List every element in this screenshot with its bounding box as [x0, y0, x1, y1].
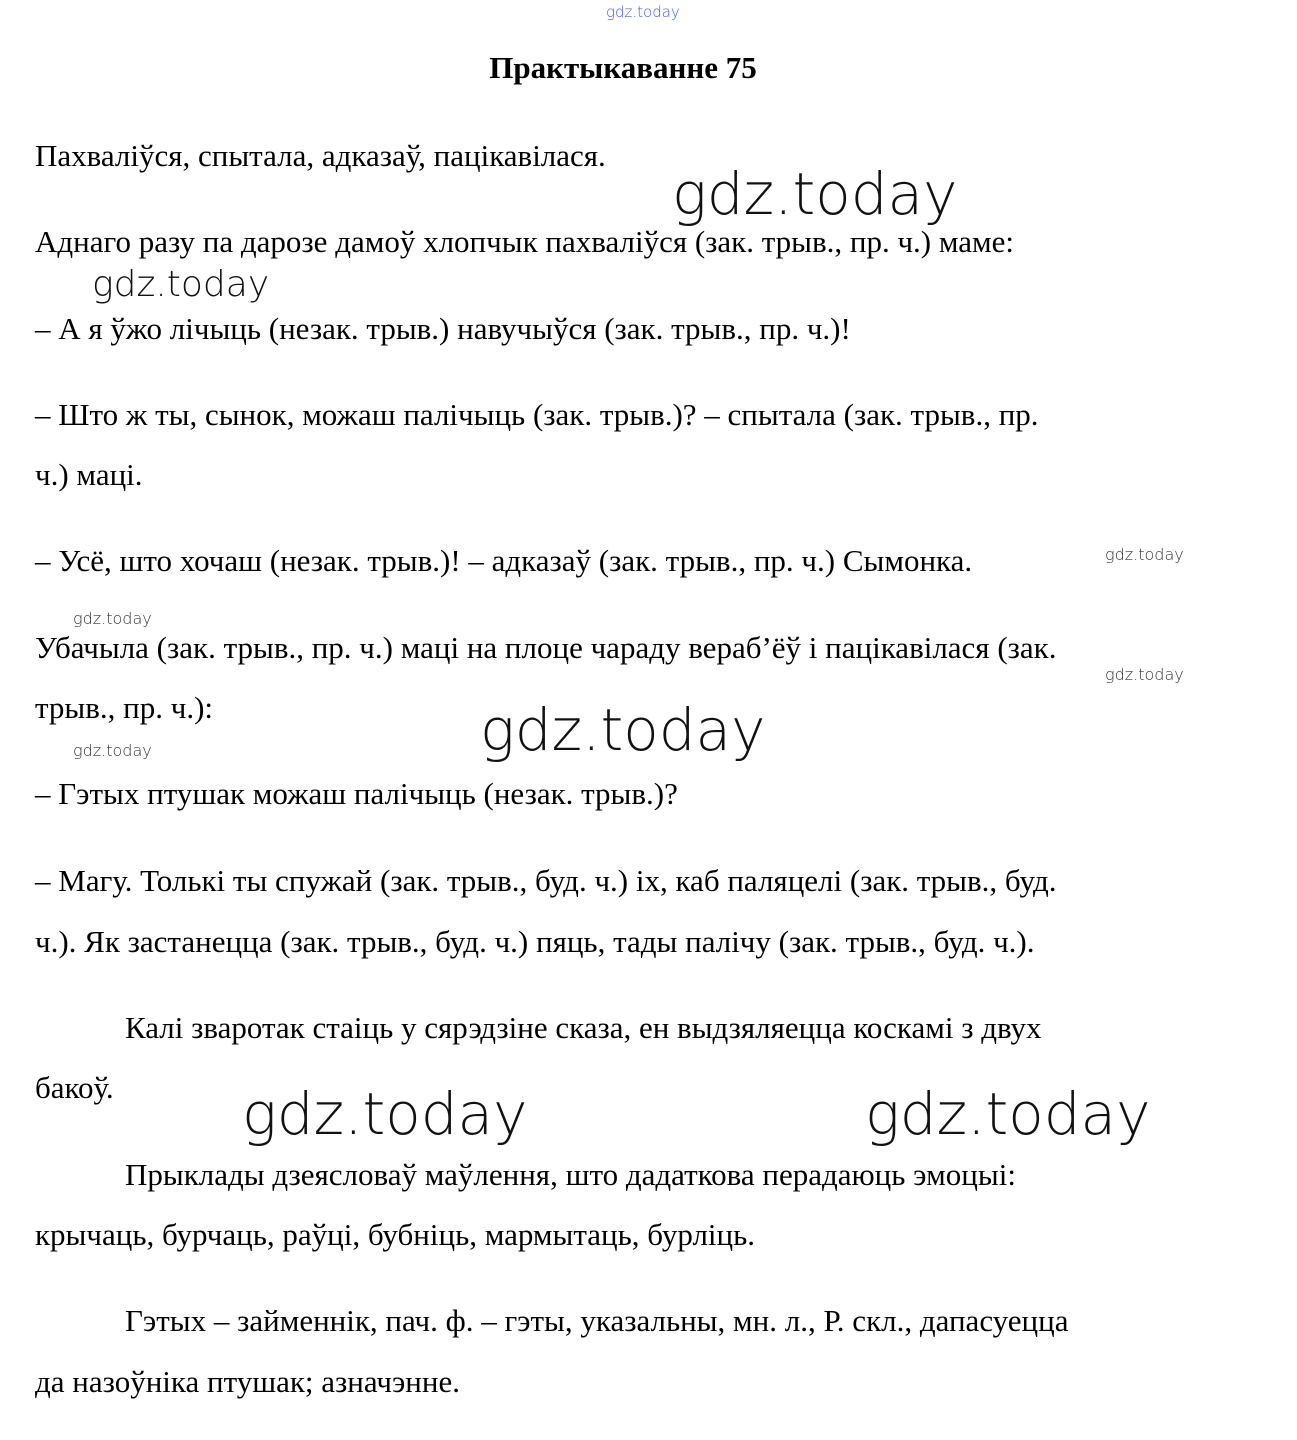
watermark: gdz.today	[1105, 545, 1184, 564]
text-line: – Гэтых птушак можаш палічыць (незак. трыв.)?	[35, 776, 678, 811]
rule-paragraph-line: бакоў.	[35, 1070, 114, 1105]
watermark: gdz.today	[73, 741, 152, 760]
watermark: gdz.today	[480, 696, 766, 764]
watermark: gdz.today	[1105, 665, 1184, 684]
text-line: Убачыла (зак. трыв., пр. ч.) маці на плоце чараду вераб’ёў і пацікавілася (зак.	[35, 630, 1057, 665]
text-line: ч.) маці.	[35, 457, 143, 492]
watermark: gdz.today	[92, 264, 270, 305]
rule-paragraph-line: Калі зваротак стаіць у сярэдзіне сказа, ен выдзяляецца коскамі з двух	[125, 1010, 1042, 1045]
analysis-paragraph-line: Гэтых – займеннік, пач. ф. – гэты, указальны, мн. л., Р. скл., дапасуецца	[125, 1303, 1069, 1338]
watermark: gdz.today	[865, 1080, 1151, 1148]
text-line: ч.). Як застанецца (зак. трыв., буд. ч.) пяць, тады палічу (зак. трыв., буд. ч.).	[35, 924, 1035, 959]
examples-paragraph-line: Прыклады дзеясловаў маўлення, што дадаткова перадаюць эмоцыі:	[125, 1157, 1016, 1192]
analysis-paragraph-line: да назоўніка птушак; азначэнне.	[35, 1364, 460, 1399]
text-line: – А я ўжо лічыць (незак. трыв.) навучыўся (зак. трыв., пр. ч.)!	[35, 311, 851, 346]
text-line: – Магу. Толькі ты спужай (зак. трыв., буд. ч.) іх, каб паляцелі (зак. трыв., буд.	[35, 863, 1057, 898]
examples-paragraph-line: крычаць, бурчаць, раўці, бубніць, мармытаць, бурліць.	[35, 1217, 756, 1252]
text-line: Аднаго разу па дарозе дамоў хлопчык пахваліўся (зак. трыв., пр. ч.) маме:	[35, 224, 1015, 259]
page-title: Практыкаванне 75	[489, 50, 757, 85]
text-line: – Што ж ты, сынок, можаш палічыць (зак. трыв.)? – спытала (зак. трыв., пр.	[35, 397, 1039, 432]
answer-words-line: Пахваліўся, спытала, адказаў, пацікавілася.	[35, 138, 606, 173]
watermark: gdz.today	[672, 160, 958, 228]
text-line: трыв., пр. ч.):	[35, 690, 214, 725]
text-line: – Усё, што хочаш (незак. трыв.)! – адказаў (зак. трыв., пр. ч.) Сымонка.	[35, 543, 973, 578]
watermark-top: gdz.today	[606, 3, 680, 21]
watermark: gdz.today	[242, 1080, 528, 1148]
watermark: gdz.today	[73, 609, 152, 628]
